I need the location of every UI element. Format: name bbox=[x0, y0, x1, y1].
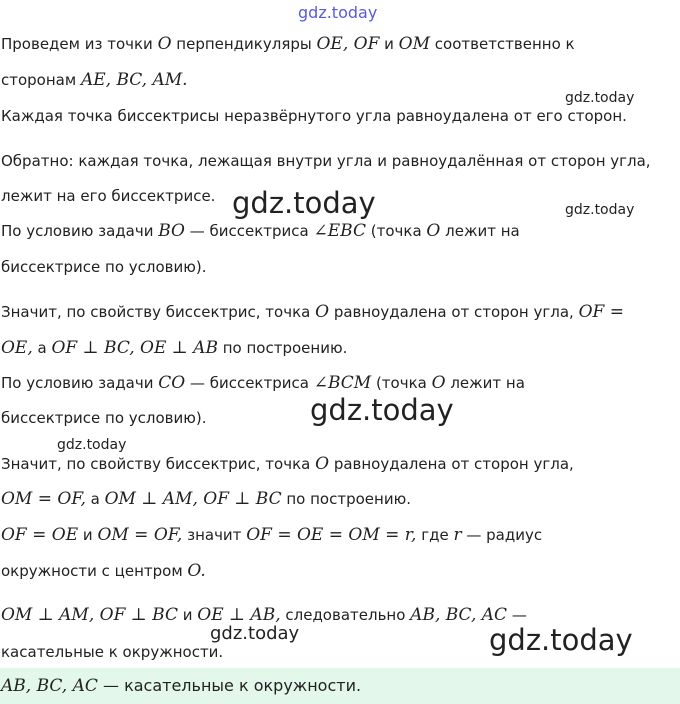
solution-line: Проведем из точки O перпендикуляры OE, OF и OM соответственно к bbox=[1, 34, 575, 54]
watermark: gdz.today bbox=[57, 437, 127, 453]
watermark: gdz.today bbox=[565, 202, 635, 218]
answer-text: AB, BC, AC — касательные к окружности. bbox=[1, 676, 362, 696]
watermark: gdz.today bbox=[210, 623, 300, 644]
watermark: gdz.today bbox=[298, 3, 378, 22]
solution-line: касательные к окружности. bbox=[1, 643, 224, 661]
solution-line: OE, а OF ⊥ BC, OE ⊥ AB по построению. bbox=[1, 338, 348, 358]
watermark: gdz.today bbox=[565, 90, 635, 106]
solution-line: биссектрисе по условию). bbox=[1, 409, 207, 427]
answer-box bbox=[0, 668, 680, 704]
solution-line: лежит на его биссектрисе. bbox=[1, 187, 216, 205]
watermark: gdz.today bbox=[232, 186, 376, 220]
solution-line: биссектрисе по условию). bbox=[1, 258, 207, 276]
watermark: gdz.today bbox=[489, 623, 633, 657]
watermark: gdz.today bbox=[310, 393, 454, 427]
solution-line: Каждая точка биссектрисы неразвёрнутого угла равноудалена от его сторон. bbox=[1, 107, 627, 125]
solution-line: По условию задачи CO — биссектриса ∠BCM (точка O лежит на bbox=[1, 373, 525, 393]
solution-line: OM = OF, а OM ⊥ AM, OF ⊥ BC по построению. bbox=[1, 489, 411, 509]
solution-line: OF = OE и OM = OF, значит OF = OE = OM = r, где r — радиус bbox=[1, 525, 543, 545]
solution-line: окружности с центром O. bbox=[1, 561, 206, 581]
solution-line: Обратно: каждая точка, лежащая внутри угла и равноудалённая от сторон угла, bbox=[1, 152, 651, 170]
solution-line: сторонам AE, BC, AM. bbox=[1, 70, 188, 90]
solution-line: Значит, по свойству биссектрис, точка O равноудалена от сторон угла, OF = bbox=[1, 302, 624, 322]
solution-line: OM ⊥ AM, OF ⊥ BC и OE ⊥ AB, следовательно AB, BC, AC — bbox=[1, 605, 527, 625]
solution-line: По условию задачи BO — биссектриса ∠EBC (точка O лежит на bbox=[1, 221, 520, 241]
solution-line: Значит, по свойству биссектрис, точка O равноудалена от сторон угла, bbox=[1, 454, 574, 474]
